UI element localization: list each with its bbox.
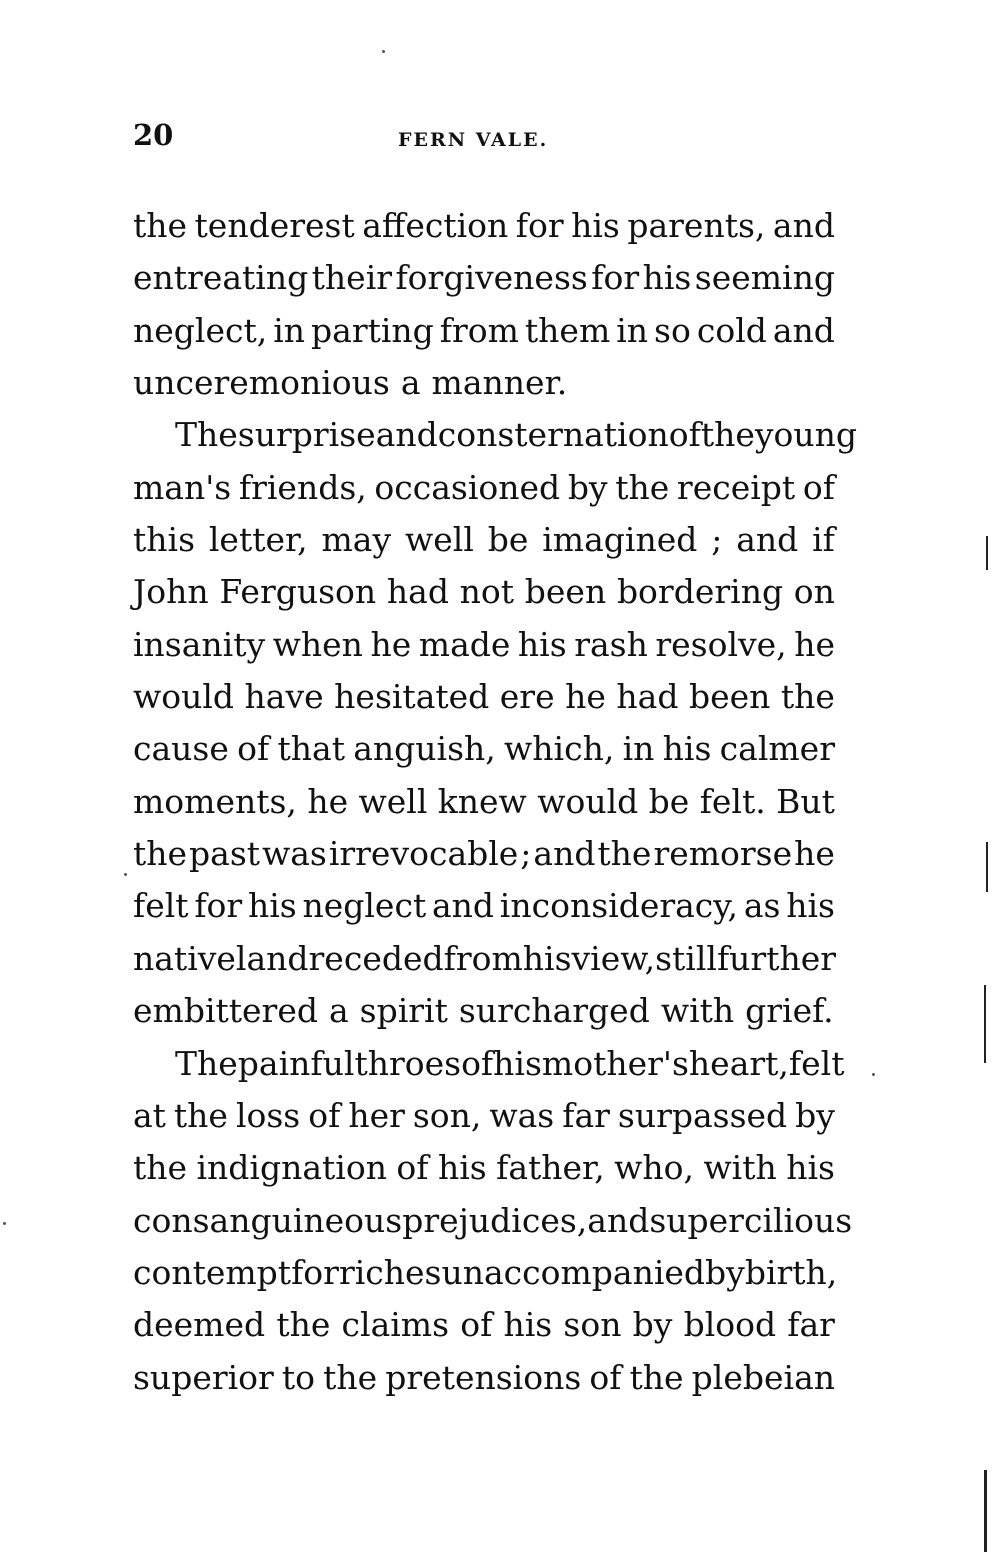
text-line: the past was irrevocable ; and the remorse he (133, 834, 835, 874)
paragraph (133, 1038, 853, 1404)
scan-artifact-mark (986, 842, 988, 892)
text-line: this letter, may well be imagined ; and if (133, 520, 835, 560)
text-line: the tenderest affection for his parents, and (133, 206, 835, 245)
text-line: the indignation of his father, who, with his (133, 1148, 835, 1188)
scan-artifact-dot (872, 1073, 875, 1076)
text-line: John Ferguson had not been bordering on (133, 572, 835, 612)
text-line: cause of that anguish, which, in his calmer (133, 729, 835, 769)
text-line: man's friends, occasioned by the receipt of (133, 467, 835, 507)
paragraph (133, 200, 835, 409)
page-header (133, 118, 833, 162)
text-line: unceremonious a manner. (133, 363, 568, 403)
text-line: would have hesitated ere he had been the (133, 677, 835, 717)
text-line: native land receded from his view, still further (133, 938, 837, 978)
text-line: superior to the pretensions of the plebeian (133, 1357, 835, 1397)
scan-artifact-dot (3, 1222, 6, 1225)
scan-artifact-mark (984, 985, 986, 1063)
text-line: The painful throes of his mother's heart, felt (175, 1043, 845, 1083)
text-line: insanity when he made his rash resolve, he (133, 624, 835, 664)
scan-artifact-dot (382, 50, 385, 53)
text-line: moments, he well knew would be felt. But (133, 781, 835, 821)
text-line: contempt for riches unaccompanied by birth, (133, 1252, 838, 1292)
running-title: FERN VALE. (398, 129, 549, 151)
text-line: entreating their forgiveness for his seeming (133, 258, 835, 298)
text-line: deemed the claims of his son by blood far (133, 1305, 835, 1345)
text-line: consanguineous prejudices, and supercilious (133, 1200, 853, 1240)
text-line: The surprise and consternation of the young (175, 415, 858, 455)
scan-artifact-mark (984, 1470, 987, 1552)
text-line: neglect, in parting from them in so cold and (133, 310, 835, 350)
text-line: at the loss of her son, was far surpassed by (133, 1095, 835, 1135)
scan-artifact-mark (986, 536, 988, 570)
scan-artifact-dot (124, 873, 127, 876)
body-text (133, 200, 858, 1404)
paragraph (133, 409, 858, 1037)
text-line: felt for his neglect and inconsideracy, as his (133, 886, 835, 926)
text-line: embittered a spirit surcharged with grief. (133, 991, 834, 1031)
page-number: 20 (133, 118, 174, 152)
